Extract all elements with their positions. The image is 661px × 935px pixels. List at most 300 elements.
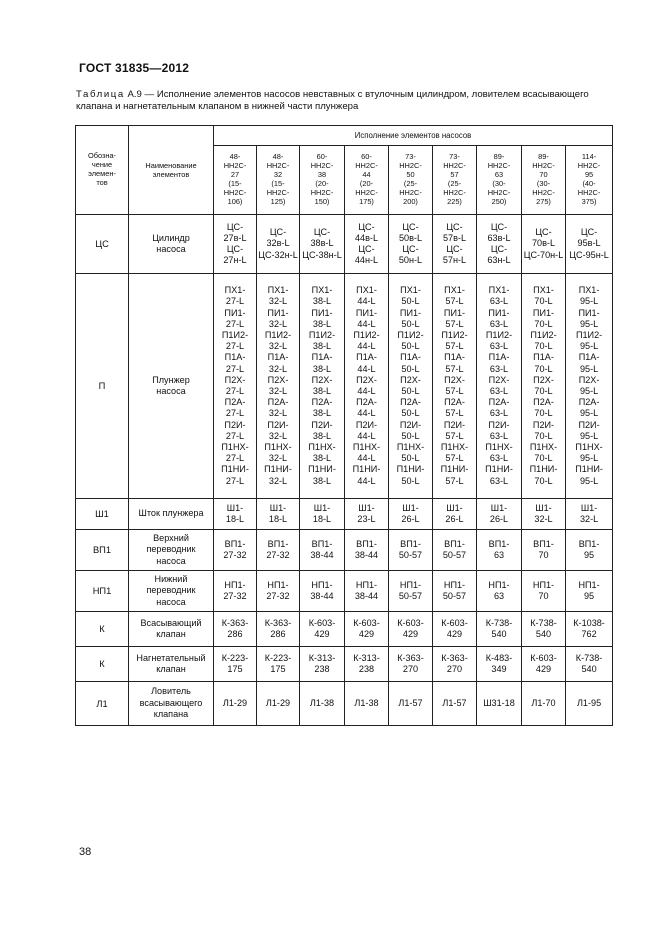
execution-value-line: П1А- — [224, 352, 246, 363]
element-name-line: Цилиндр — [152, 232, 190, 243]
execution-value-cell — [257, 530, 300, 571]
execution-value-cell — [433, 647, 477, 682]
execution-value-line: П1НХ- — [485, 442, 513, 453]
designation-header-line: чение — [91, 160, 113, 170]
execution-value-line: 95-L — [579, 341, 599, 352]
execution-value-cell — [477, 682, 522, 726]
execution-value-line: ВП1- — [444, 538, 465, 549]
execution-value-cell — [214, 682, 257, 726]
execution-value-line: 95 — [583, 591, 595, 601]
execution-value-cell — [214, 612, 257, 647]
element-name-line: Нижний — [154, 573, 188, 584]
element-name-line: Плунжер — [152, 374, 190, 385]
execution-value-line: 429 — [314, 629, 330, 639]
designation-cell: НП1 — [76, 571, 129, 612]
execution-value-line: 50-L — [401, 363, 420, 374]
execution-value-line: 44-L — [357, 296, 376, 307]
execution-value-line: 63-L — [489, 475, 509, 486]
execution-value-line: 57-L — [445, 453, 464, 464]
execution-value-line: НП1- — [578, 579, 600, 590]
execution-value-line: П2И- — [355, 419, 378, 430]
execution-value-line: 38-L — [312, 318, 332, 329]
execution-header-cell — [300, 146, 345, 215]
execution-value-line: 32-L — [268, 453, 288, 464]
execution-value-line: 38-44 — [354, 591, 379, 601]
execution-value-line: 95-L — [579, 475, 599, 486]
execution-header-line: 32 — [273, 170, 283, 180]
execution-value-line: 44-L — [357, 475, 376, 486]
name-column-header — [129, 126, 214, 215]
execution-value-line: 57-L — [445, 408, 464, 419]
execution-value-cell — [214, 499, 257, 530]
execution-value-line: 540 — [535, 629, 552, 639]
execution-value-line: ПИ1- — [532, 307, 555, 318]
execution-value-cell — [433, 499, 477, 530]
execution-value-line: П2А- — [224, 397, 246, 408]
execution-value-cell — [433, 682, 477, 726]
execution-value-cell — [389, 682, 433, 726]
execution-value-line: Ш1- — [269, 502, 287, 513]
execution-value-line: 38в-L — [310, 238, 334, 249]
execution-value-line: П1А- — [400, 352, 421, 363]
execution-value-cell — [522, 530, 566, 571]
execution-value-line: П1А- — [444, 352, 465, 363]
elements-table — [75, 125, 613, 726]
execution-value-line: 44-L — [357, 453, 376, 464]
execution-value-line: 57н-L — [442, 255, 467, 266]
execution-value-line: 57-L — [445, 363, 464, 374]
execution-value-cell — [345, 215, 389, 274]
execution-value-line: Ш1- — [446, 502, 463, 513]
execution-value-line: Л1-38 — [354, 697, 379, 708]
execution-header-line: 375) — [581, 196, 597, 206]
execution-header-line: 250) — [491, 196, 507, 206]
execution-value-cell — [522, 571, 566, 612]
execution-value-line: 50-57 — [442, 550, 467, 560]
execution-value-line: 63-L — [489, 318, 509, 329]
execution-header-line: 63 — [494, 170, 504, 180]
execution-value-line: 32-L — [268, 386, 288, 396]
execution-value-line: П1НХ- — [529, 442, 558, 453]
execution-value-line: П1И2- — [264, 329, 292, 340]
execution-value-cell — [389, 215, 433, 274]
execution-header-line: НН2С- — [310, 161, 334, 171]
execution-value-cell — [345, 499, 389, 530]
execution-header-line: НН2С- — [310, 187, 334, 197]
execution-value-line: 38-L — [312, 296, 332, 307]
execution-value-line: П2И- — [267, 419, 289, 430]
execution-value-line: 18-L — [225, 514, 245, 524]
execution-value-cell — [566, 682, 613, 726]
execution-header-line: 73- — [449, 152, 460, 162]
execution-value-line: 63в-L — [487, 232, 511, 243]
execution-value-line: П2И- — [532, 419, 555, 430]
execution-value-line: ЦС-32н-L — [258, 249, 298, 260]
execution-value-line: 429 — [535, 664, 552, 674]
execution-value-cell — [389, 274, 433, 499]
execution-value-line: 238 — [314, 664, 330, 674]
execution-value-cell — [389, 499, 433, 530]
table-row — [76, 571, 613, 612]
name-header-line: элементов — [152, 170, 190, 179]
execution-value-line: Л1-29 — [265, 697, 291, 708]
execution-value-line: 38-L — [312, 341, 332, 352]
element-name-line: клапан — [156, 629, 186, 639]
execution-value-line: ВП1- — [400, 538, 421, 549]
execution-header-line: 38 — [317, 170, 327, 180]
execution-value-line: 95-L — [579, 318, 599, 329]
execution-value-line: 540 — [581, 664, 597, 674]
execution-value-line: 44н-L — [354, 255, 379, 266]
execution-value-line: 63-L — [489, 363, 509, 374]
execution-value-line: 70в-L — [531, 238, 556, 249]
element-name-line: Шток плунжера — [138, 508, 204, 519]
execution-value-line: Л1-57 — [442, 697, 467, 708]
execution-value-line: 63-L — [489, 386, 509, 396]
execution-value-line: П2А- — [311, 397, 333, 408]
execution-value-line: ЦС- — [313, 227, 331, 238]
execution-value-line: 44-L — [357, 341, 376, 352]
execution-value-cell — [477, 530, 522, 571]
element-name-line: Всасывающий — [140, 617, 202, 628]
element-name-cell — [129, 571, 214, 612]
execution-value-line: К-603- — [441, 617, 468, 628]
execution-header-cell — [257, 146, 300, 215]
execution-value-line: 95в-L — [577, 238, 601, 249]
execution-value-line: 57-L — [445, 341, 464, 352]
execution-value-cell — [214, 215, 257, 274]
execution-value-line: 44-L — [357, 363, 376, 374]
execution-value-line: 32-L — [268, 363, 288, 374]
execution-value-line: 286 — [227, 629, 243, 639]
designation-cell: ВП1 — [76, 530, 129, 571]
execution-value-line: 70-L — [534, 386, 553, 396]
execution-value-line: П2А- — [356, 397, 377, 408]
execution-header-line: НН2С- — [266, 161, 290, 171]
execution-value-cell — [433, 274, 477, 499]
execution-value-line: 26-L — [445, 514, 464, 524]
execution-value-line: П2И- — [224, 419, 246, 430]
element-name-line: всасывающего — [139, 697, 203, 708]
execution-header-line: НН2С- — [355, 161, 378, 171]
execution-value-line: 429 — [358, 629, 375, 639]
execution-value-line: НП1- — [355, 579, 378, 590]
execution-value-line: ВП1- — [267, 538, 289, 549]
execution-value-cell — [433, 612, 477, 647]
execution-header-line: НН2С- — [223, 161, 247, 171]
element-name-line: переводник — [146, 544, 196, 555]
execution-value-cell — [300, 647, 345, 682]
execution-value-line: 95-L — [579, 363, 599, 374]
execution-value-line: П2И- — [578, 419, 600, 430]
execution-value-line: П1И2- — [441, 329, 468, 340]
execution-value-line: П1И2- — [221, 329, 249, 340]
execution-header-line: 57 — [450, 170, 459, 180]
execution-value-line: К-603- — [530, 652, 557, 663]
execution-value-line: 429 — [446, 629, 463, 639]
execution-value-line: 70 — [538, 550, 549, 560]
execution-header-line: (20- — [359, 179, 374, 188]
execution-header-line: 89- — [493, 152, 505, 162]
element-name-line: Ловитель — [151, 686, 191, 697]
execution-value-line: Ш1- — [358, 502, 375, 513]
execution-value-line: П2А- — [533, 397, 554, 408]
table-row — [76, 612, 613, 647]
execution-value-line: НП1- — [311, 579, 333, 590]
execution-header-line: (15- — [271, 179, 285, 188]
execution-value-line: П2А- — [267, 397, 289, 408]
execution-value-line: П2И- — [488, 419, 510, 430]
execution-value-line: 540 — [491, 629, 507, 639]
execution-value-line: П1НИ- — [264, 464, 292, 475]
execution-value-cell — [477, 612, 522, 647]
execution-value-line: 175 — [270, 664, 286, 674]
execution-value-line: ЦС- — [535, 227, 552, 238]
execution-header-line: 200) — [403, 196, 418, 206]
execution-value-line: П2Х- — [224, 374, 246, 385]
execution-value-cell — [345, 530, 389, 571]
execution-value-line: ПХ1- — [400, 285, 421, 296]
execution-value-cell — [257, 682, 300, 726]
execution-value-cell — [300, 499, 345, 530]
execution-value-line: 57в-L — [442, 232, 467, 243]
execution-value-line: П2Х- — [444, 374, 465, 385]
execution-value-line: 27-L — [225, 296, 245, 307]
table-row — [76, 215, 613, 274]
execution-value-line: 70-L — [534, 318, 553, 329]
execution-header-line: НН2С- — [487, 187, 511, 197]
execution-value-line: ЦС-38н-L — [302, 249, 342, 260]
execution-value-line: 238 — [358, 664, 375, 674]
element-name-line: Нагнетательный — [136, 652, 206, 663]
execution-value-cell — [389, 647, 433, 682]
execution-header-line: 175) — [359, 196, 374, 206]
execution-value-line: ЦС- — [490, 221, 508, 232]
execution-value-line: П1НИ- — [575, 464, 603, 475]
execution-value-line: 27-L — [225, 453, 245, 464]
execution-value-line: 63н-L — [487, 255, 511, 266]
execution-value-line: 70-L — [534, 341, 553, 352]
execution-value-line: 63-L — [489, 430, 509, 441]
execution-value-line: 18-L — [268, 514, 288, 524]
execution-value-line: 38-L — [312, 453, 332, 464]
execution-value-cell — [566, 215, 613, 274]
execution-header-line: 44 — [362, 170, 371, 180]
execution-value-line: К-603- — [397, 617, 424, 628]
execution-value-line: ПХ1- — [533, 285, 554, 296]
execution-value-line: 57-L — [445, 475, 464, 486]
execution-value-line: 38-44 — [310, 591, 334, 601]
execution-value-cell — [345, 274, 389, 499]
execution-value-cell — [214, 571, 257, 612]
execution-value-line: ПИ1- — [267, 307, 289, 318]
execution-value-line: ПХ1- — [488, 285, 510, 296]
execution-value-line: ВП1- — [311, 538, 333, 549]
execution-value-line: Ш1- — [490, 502, 508, 513]
execution-value-line: 50н-L — [398, 255, 423, 266]
execution-value-cell — [300, 571, 345, 612]
execution-value-line: П2Х- — [488, 374, 510, 385]
page-number: 38 — [79, 846, 92, 858]
designation-cell: Ш1 — [76, 499, 129, 530]
element-name-cell — [129, 682, 214, 726]
execution-value-line: 95-L — [579, 430, 599, 441]
execution-value-line: 50-L — [401, 386, 420, 396]
execution-value-cell — [522, 682, 566, 726]
execution-header-line: НН2С- — [399, 161, 422, 171]
execution-value-cell — [257, 612, 300, 647]
execution-value-line: ВП1- — [578, 538, 600, 549]
execution-value-line: П2Х- — [533, 374, 554, 385]
execution-header-line: 114- — [581, 152, 597, 162]
execution-value-line: П1И2- — [575, 329, 603, 340]
execution-value-cell — [389, 612, 433, 647]
execution-value-line: П2Х- — [356, 374, 377, 385]
execution-value-line: 429 — [402, 629, 419, 639]
execution-value-cell — [522, 499, 566, 530]
execution-value-line: ЦС- — [402, 244, 419, 254]
table-row — [76, 499, 613, 530]
execution-value-cell — [433, 530, 477, 571]
execution-value-line: ЦС-70н-L — [523, 249, 564, 260]
execution-value-cell — [477, 647, 522, 682]
execution-value-line: К-1038- — [573, 617, 605, 628]
execution-value-line: 57-L — [445, 386, 464, 396]
execution-value-cell — [566, 571, 613, 612]
execution-value-cell — [214, 274, 257, 499]
execution-value-line: 63-L — [489, 296, 509, 307]
execution-value-line: ЦС- — [358, 221, 375, 232]
execution-value-line: П2А- — [444, 397, 465, 408]
execution-value-line: 50-57 — [442, 591, 467, 601]
execution-header-line: 50 — [406, 170, 415, 180]
execution-value-line: 32-L — [268, 408, 288, 419]
execution-value-line: ПИ1- — [443, 307, 466, 318]
execution-value-line: 27-32 — [266, 550, 290, 560]
execution-value-cell — [566, 499, 613, 530]
execution-value-line: ВП1- — [488, 538, 510, 549]
execution-value-line: П1НИ- — [396, 464, 425, 475]
execution-value-line: ПХ1- — [311, 285, 333, 296]
table-row — [76, 530, 613, 571]
execution-header-line: 225) — [447, 196, 462, 206]
execution-value-line: П2Х- — [578, 374, 600, 385]
execution-value-line: П1НИ- — [308, 464, 336, 475]
execution-value-line: К-223- — [264, 652, 292, 663]
execution-header-line: 27 — [230, 170, 240, 180]
execution-value-line: ЦС- — [226, 221, 244, 232]
execution-header-line: 48- — [272, 152, 284, 162]
execution-value-cell — [257, 215, 300, 274]
execution-header-line: 95 — [584, 170, 594, 180]
execution-value-line: 70-L — [534, 408, 553, 419]
execution-value-cell — [566, 530, 613, 571]
execution-header-line: 70 — [539, 170, 548, 180]
execution-value-cell — [345, 647, 389, 682]
execution-value-line: 27-32 — [223, 550, 247, 560]
element-name-cell — [129, 499, 214, 530]
execution-value-line: 38-L — [312, 475, 332, 486]
execution-value-line: 26-L — [401, 514, 420, 524]
element-name-cell — [129, 647, 214, 682]
execution-value-line: ВП1- — [224, 538, 246, 549]
execution-header-line: НН2С- — [223, 187, 247, 197]
execution-value-line: 27-L — [225, 475, 245, 486]
execution-value-line: ЦС- — [226, 244, 244, 254]
execution-value-line: П1А- — [311, 352, 333, 363]
execution-value-line: 38-44 — [354, 550, 379, 560]
element-name-cell — [129, 215, 214, 274]
execution-header-line: НН2С- — [399, 187, 422, 197]
execution-value-line: ЦС- — [402, 221, 419, 232]
designation-cell: К — [76, 647, 129, 682]
execution-value-line: 32в-L — [266, 238, 290, 249]
element-name-line: насоса — [156, 555, 186, 566]
execution-value-cell — [345, 612, 389, 647]
execution-value-line: 70-L — [534, 475, 553, 486]
execution-value-line: ЦС- — [446, 221, 463, 232]
execution-value-cell — [522, 274, 566, 499]
execution-value-line: 63-L — [489, 341, 509, 352]
execution-value-line: НП1- — [399, 579, 422, 590]
execution-value-line: 50-L — [401, 318, 420, 329]
execution-value-cell — [257, 499, 300, 530]
execution-value-cell — [522, 612, 566, 647]
execution-value-line: 32-L — [579, 514, 599, 524]
execution-header-line: 60- — [316, 152, 328, 162]
execution-value-line: НП1- — [532, 579, 555, 590]
execution-value-line: 175 — [227, 664, 243, 674]
execution-value-line: Л1-38 — [309, 697, 335, 708]
execution-value-line: Л1-95 — [576, 697, 602, 708]
designation-header-line: тов — [96, 177, 108, 187]
execution-header-cell — [345, 146, 389, 215]
execution-value-cell — [300, 682, 345, 726]
table-caption-label: Таблица — [76, 89, 125, 100]
execution-value-line: Ш1- — [226, 502, 244, 513]
execution-value-cell — [477, 215, 522, 274]
execution-value-line: К-363- — [221, 617, 249, 628]
execution-value-line: НП1- — [224, 579, 246, 590]
execution-value-line: 27-L — [225, 363, 245, 374]
execution-value-line: 23-L — [357, 514, 376, 524]
execution-value-line: ЦС- — [269, 227, 287, 238]
execution-value-line: ЦС-95н-L — [569, 249, 609, 260]
execution-value-line: 349 — [491, 664, 507, 674]
execution-header-cell — [389, 146, 433, 215]
execution-value-line: П1НИ- — [221, 464, 249, 475]
execution-value-line: 27в-L — [223, 232, 247, 243]
element-name-cell — [129, 612, 214, 647]
execution-header-cell — [214, 146, 257, 215]
execution-header-line: 275) — [536, 196, 551, 206]
element-name-line: клапана — [153, 709, 189, 720]
execution-value-line: П1НХ- — [352, 442, 381, 453]
execution-value-line: П1НИ- — [529, 464, 558, 475]
execution-value-line: К-313- — [308, 652, 336, 663]
document-header: ГОСТ 31835—2012 — [79, 61, 190, 75]
execution-value-line: 70-L — [534, 453, 553, 464]
element-name-line: Верхний — [153, 532, 189, 543]
execution-value-cell — [300, 530, 345, 571]
execution-value-cell — [300, 612, 345, 647]
execution-value-line: 32-L — [268, 475, 288, 486]
execution-value-cell — [522, 215, 566, 274]
execution-value-line: ЦС- — [446, 244, 463, 254]
execution-value-line: ЦС- — [580, 227, 598, 238]
execution-value-line: 27-32 — [266, 591, 290, 601]
execution-value-line: 63-L — [489, 453, 509, 464]
